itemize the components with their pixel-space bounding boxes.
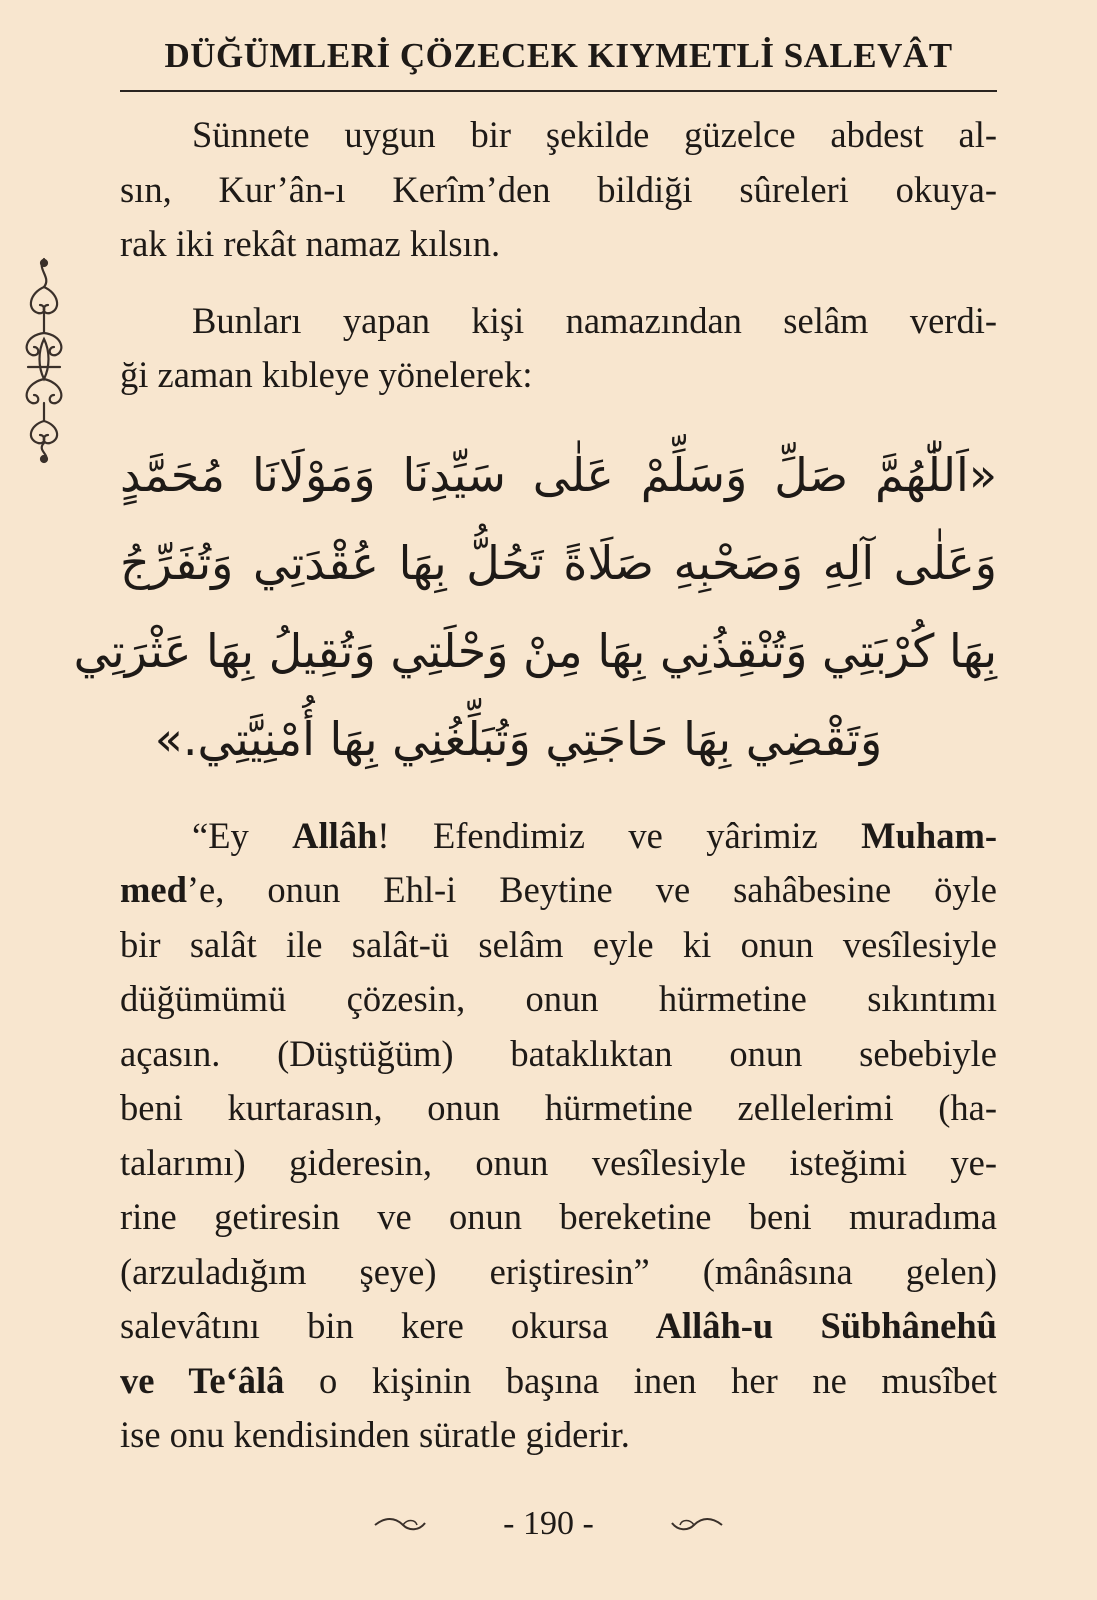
text-run: o kişinin başına inen her ne musîbet — [284, 1359, 997, 1401]
flourish-right-icon — [668, 1513, 724, 1535]
text-line: bir salât ile salât-ü selâm eyle ki onun vesîlesiyle — [120, 923, 997, 965]
text-line — [120, 1354, 997, 1409]
paragraph-translation — [120, 809, 997, 1463]
bold-term: Allâh — [292, 814, 378, 856]
page-number: - 190 - — [503, 1505, 594, 1542]
text-line: Sünnete uygun bir şekilde güzelce abdest al- — [192, 114, 997, 155]
text-line: beni kurtarasın, onun hürmetine zellelerimi (ha- — [120, 1087, 997, 1128]
text-line: rine getiresin ve onun bereketine beni muradıma — [120, 1196, 997, 1237]
arabic-line: بِهَا كُرْبَتِي وَتُنْقِذُنِي بِهَا مِنْ وَحْلَتِي وَتُقِيلُ بِهَا عَثْرَتِي — [73, 623, 997, 678]
arabic-line: «اَللّٰهُمَّ صَلِّ وَسَلِّمْ عَلٰى سَيِّدِنَا وَمَوْلَانَا مُحَمَّدٍ — [120, 447, 997, 502]
text-line: (arzuladığım şeye) eriştiresin” (mânâsına gelen) — [120, 1250, 997, 1292]
text-line: açasın. (Düştüğüm) bataklıktan onun sebebiyle — [120, 1032, 997, 1074]
bold-term: med — [120, 869, 187, 910]
text-line — [120, 863, 997, 918]
arabic-line: وَعَلٰى آلِهِ وَصَحْبِهِ صَلَاةً تَحُلُّ بِهَا عُقْدَتِي وَتُفَرِّجُ — [120, 535, 997, 590]
text-line: düğümümü çözesin, onun hürmetine sıkıntımı — [120, 978, 997, 1019]
running-header — [120, 30, 997, 92]
arabic-line: وَتَقْضِي بِهَا حَاجَتِي وَتُبَلِّغُنِي بِهَا أُمْنِيَّتِي.» — [154, 711, 883, 766]
text-line — [120, 809, 997, 864]
arabic-salawat — [73, 431, 997, 783]
text-line: Bunları yapan kişi namazından selâm verdi- — [192, 299, 997, 341]
text-line: rak iki rekât namaz kılsın. — [120, 223, 501, 264]
text-run: “Ey — [192, 814, 293, 856]
scroll-flourish-icon — [16, 255, 72, 465]
text-line: ise onu kendisinden süratle giderir. — [120, 1414, 630, 1455]
text-line: talarımı) gideresin, onun vesîlesiyle isteğimi ye- — [120, 1141, 997, 1183]
page-title: DÜĞÜMLERİ ÇÖZECEK KIYMETLİ SALEVÂT — [164, 36, 953, 75]
bold-term: Muham- — [861, 814, 998, 856]
text-run: ! Efendimiz ve yârimiz — [377, 814, 862, 856]
text-line — [120, 1299, 997, 1354]
paragraph-after-prayer — [120, 294, 997, 403]
page-body — [73, 108, 998, 1463]
text-run: ’e, onun Ehl-i Beytine ve sahâbesine öyle — [186, 869, 997, 910]
page-footer — [0, 1505, 1097, 1545]
text-run: salevâtını bin kere okursa — [120, 1305, 656, 1346]
bold-term: ve Te‘âlâ — [120, 1359, 285, 1401]
text-line: sın, Kur’ân-ı Kerîm’den bildiği sûreleri okuya- — [120, 168, 997, 210]
bold-term: Allâh-u Sübhânehû — [655, 1305, 997, 1346]
text-line: ği zaman kıbleye yönelerek: — [120, 354, 533, 395]
paragraph-instructions — [120, 108, 997, 272]
flourish-left-icon — [373, 1513, 429, 1535]
